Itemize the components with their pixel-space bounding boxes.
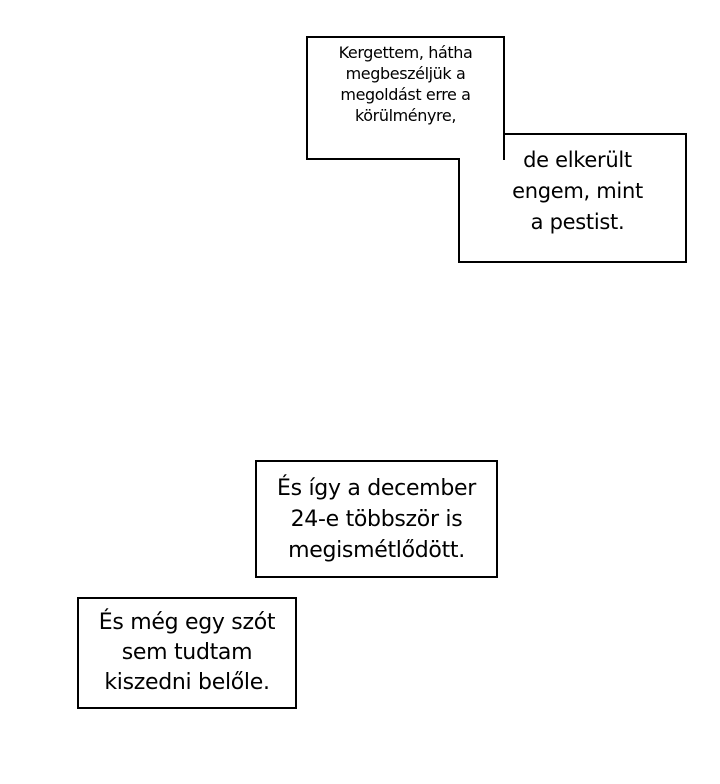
caption-box-december [255, 460, 498, 578]
caption-line: 24-e többször is [290, 506, 463, 532]
caption-line: És még egy szót [98, 610, 276, 635]
caption-line: sem tudtam [121, 640, 253, 665]
caption-line: Kergettem, hátha [338, 43, 473, 62]
caption-line: körülményre, [354, 106, 457, 125]
caption-joiner [460, 133, 503, 160]
caption-line: megismétlődött. [288, 537, 465, 563]
caption-line: megoldást erre a [340, 85, 471, 104]
caption-line: de elkerült [523, 148, 632, 172]
caption-box-szot [77, 597, 297, 709]
caption-line: És így a december [277, 475, 476, 501]
caption-line: kiszedni belőle. [104, 670, 270, 695]
caption-line: engem, mint [512, 179, 643, 203]
caption-line: megbeszéljük a [345, 64, 466, 83]
caption-line: a pestist. [530, 210, 625, 234]
